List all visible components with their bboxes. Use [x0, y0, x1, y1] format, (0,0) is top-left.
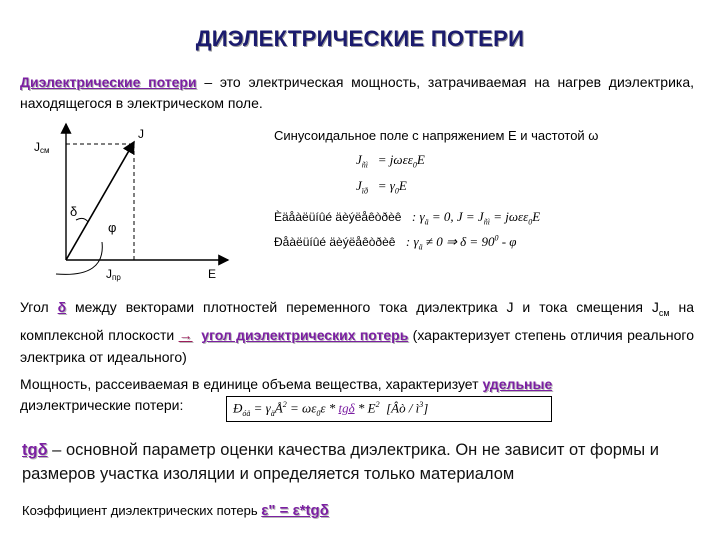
label-j: J	[138, 127, 144, 141]
label-delta: δ	[70, 204, 78, 219]
arrow-glyph: →	[178, 326, 193, 343]
angle-paragraph: Угол δ между векторами плотностей переменного тока диэлектрика J и тока смещения $J_{см}$ на комплексной плоскости → угол диэлектрических потерь (характеризует степень отличия реального электрика от идеального)	[20, 299, 694, 365]
delta-arc	[76, 218, 88, 222]
ideal-dielectric-row: Èäåàëüíûé äèýëåêòðèê : $\gamma_ä = 0$, $J = J_{ñì} = j\omega\varepsilon\varepsilon_0E$	[274, 209, 541, 227]
power-formula: $Ð_{óä}$ = $\gamma_äÅ^2 = \omega\varepsilon_0\varepsilon * tg\delta * E^2$ [Âò / $ì^3$]	[226, 396, 552, 422]
vector-diagram	[28, 118, 238, 288]
intro-paragraph	[20, 72, 694, 114]
label-e: E	[208, 267, 217, 281]
real-dielectric-row: Ðåàëüíûé äèýëåêòðèê : $\gamma_ä \ne 0$ ⇒ $\delta = 90^0 - \varphi$	[274, 233, 517, 252]
tg-delta-formula: tgδ	[338, 400, 355, 416]
label-phi: φ	[108, 220, 117, 235]
equation-jcm: $J_{ñì}$ = jωεε$_0$E	[356, 152, 425, 170]
intro-term: Диэлектрические потери	[20, 74, 197, 90]
phi-arc	[56, 242, 102, 274]
equation-jpr: $J_{ïð}$ = $\gamma_0E$	[356, 178, 407, 196]
coefficient-formula: ε" = ε*tgδ	[261, 502, 329, 519]
specific-term: удельные	[482, 376, 553, 392]
loss-angle-term: угол диэлектрических потерь	[201, 326, 409, 343]
label-jpr: Jпр	[106, 267, 121, 282]
tg-term: tgδ	[22, 441, 48, 459]
label-jcm: Jсм	[34, 140, 50, 155]
delta-symbol: δ	[57, 299, 67, 315]
coefficient-line: Коэффициент диэлектрических потерь ε" = ε*tgδ	[22, 502, 329, 519]
sinus-caption: Синусоидальное поле с напряжением E и частотой ω	[274, 128, 599, 143]
power-paragraph: Мощность, рассеиваемая в единице объема вещества, характеризует удельные диэлектрические потери:	[20, 376, 553, 413]
j-vector	[66, 142, 134, 260]
page-title: ДИЭЛЕКТРИЧЕСКИЕ ПОТЕРИ	[195, 26, 525, 51]
tg-paragraph: tgδ – основной параметр оценки качества диэлектрика. Он не зависит от формы и размеров участка изоляции и определяется только материалом	[22, 441, 659, 483]
intro-text: – это электрическая мощность, затрачиваемая на нагрев диэлектрика, находящегося в электрическом поле.	[20, 74, 694, 111]
